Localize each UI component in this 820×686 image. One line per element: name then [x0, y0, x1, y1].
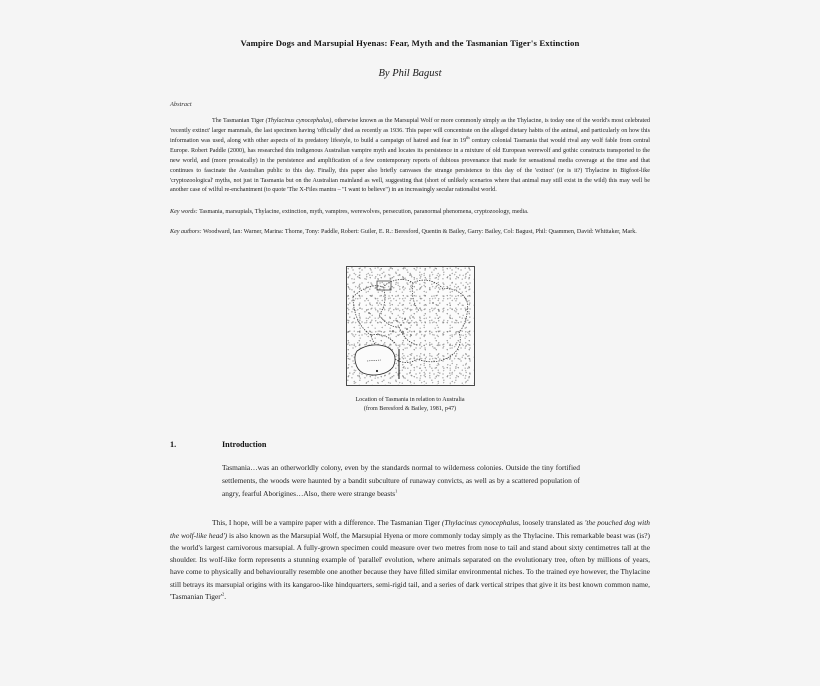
- body-paragraph: [170, 517, 650, 603]
- page-content: [170, 0, 650, 603]
- body-part2: loosely translated as: [520, 518, 585, 528]
- body-species-name: (Thylacinus cynocephalus,: [441, 518, 521, 528]
- footnote-marker-1: 1: [395, 488, 398, 494]
- tasmania-map-image: [346, 266, 475, 386]
- abstract-text: [170, 117, 650, 196]
- block-quote: [222, 462, 580, 500]
- body-part4: .: [224, 591, 227, 601]
- body-translation: 'the pouched dog with the wolf-like head'): [170, 518, 650, 540]
- section-number: 1.: [170, 440, 177, 450]
- map-vector-overlay: [347, 267, 474, 385]
- abstract-label: Abstract: [170, 101, 192, 109]
- abstract-text-part3: century colonial Tasmania that would rival any wolf fable from central Europe. Robert Paddle (2000), has researched this indigenous Australian vampire myth and locates its persistence in a mixture of old European werewolf and gothic constructs transported to the new world, and (more prosaically) in the persistence and amplification of a few contemporary reports of dubious provenance that made for sensational media coverage at the time and that continues to fascinate the Australian public to this day. Finally, this paper also briefly canvases the strange persistence to this day of the 'extinct' (or is it?) Thylacine in Bigfoot-like 'cryptozoological' myths, not just in Tasmania but on the Australian mainland as well, suggesting that (short of unlikely scenarios where that animal may still exist in the wild) this may well be another case of wilful re-enchantment (to quote 'The X-Files mantra – "I want to believe") in an increasingly secular rationalist world.: [170, 138, 650, 194]
- body-part3: is also known as the Marsupial Wolf, the Marsupial Hyena or more commonly today simply as the Thylacine. This remarkable beast was (is?) the world's largest carnivorous marsupial. A fully-grown specimen could measure over two metres from nose to tail and stand about sixty centimetres tall at the shoulder. Its wolf-like form represents a stunning example of 'parallel' evolution, where animals separated on the evolutionary tree, often by millions of years, have come to physically and behaviourally resemble one another because they have filled similar environmental niches. To the trained eye however, the Thylacine still betrays its marsupial origins with its kangaroo-like hindquarters, semi-rigid tail, and a series of dark vertical stripes that give it its best known common name, 'Tasmanian Tiger': [170, 530, 650, 601]
- figure-caption-line2: (from Beresford & Bailey, 1981, p47): [363, 405, 457, 412]
- key-authors-value: Woodward, Ian: Warner, Marina: Thorne, Tony: Paddle, Robert: Guiler, E. R.: Beresford, Quentin & Bailey, Garry: Bailey, Col: Bagust, Phil: Quammen, David: Whittaker, Mark.: [201, 229, 637, 236]
- keywords-label: Key words:: [170, 209, 198, 216]
- keywords-value: Tasmania, marsupials, Thylacine, extinction, myth, vampires, werewolves, persecution, paranormal phenomena, cryptozoology, media.: [197, 209, 529, 216]
- footnote-marker-2: 2: [222, 591, 225, 597]
- page-title: Vampire Dogs and Marsupial Hyenas: Fear, Myth and the Tasmanian Tiger's Extinction: [240, 38, 580, 48]
- body-part1: This, I hope, will be a vampire paper with a difference. The Tasmanian Tiger: [212, 518, 442, 528]
- key-authors-line: [170, 228, 650, 238]
- figure-caption: [170, 396, 650, 414]
- figure-caption-line1: Location of Tasmania in relation to Australia: [355, 396, 465, 403]
- author-byline: By Phil Bagust: [378, 68, 442, 80]
- block-quote-text: Tasmania…was an otherworldly colony, even by the standards normal to wilderness colonies. Outside the tiny fortified settlements, the woods were haunted by a bandit subculture of runaway convicts, as well as by a scattered population of angry, fearful Aborigines…Also, there were strange beasts: [222, 463, 580, 498]
- abstract-text-part1: The Tasmanian Tiger: [212, 118, 266, 125]
- key-authors-label: Key authors:: [170, 229, 202, 236]
- australia-inset: [355, 345, 395, 375]
- abstract-ordinal-suffix: th: [466, 135, 470, 141]
- abstract-species-name: (Thylacinus cynocephalus): [265, 118, 332, 125]
- section-heading: [170, 440, 650, 449]
- section-title: Introduction: [222, 440, 267, 450]
- keywords-line: [170, 208, 650, 218]
- abstract-text-part2: , otherwise known as the Marsupial Wolf or more commonly simply as the Thylacine, is today one of the world's most celebrated 'recently extinct' larger mammals, the last specimen having 'officially' died as recently as 1936. This paper will concentrate on the alleged dietary habits of the animal, and particularly on how this information was used, along with other aspects of its predatory lifestyle, to build a campaign of hatred and fear in 19: [170, 118, 650, 145]
- figure-block: [170, 266, 650, 414]
